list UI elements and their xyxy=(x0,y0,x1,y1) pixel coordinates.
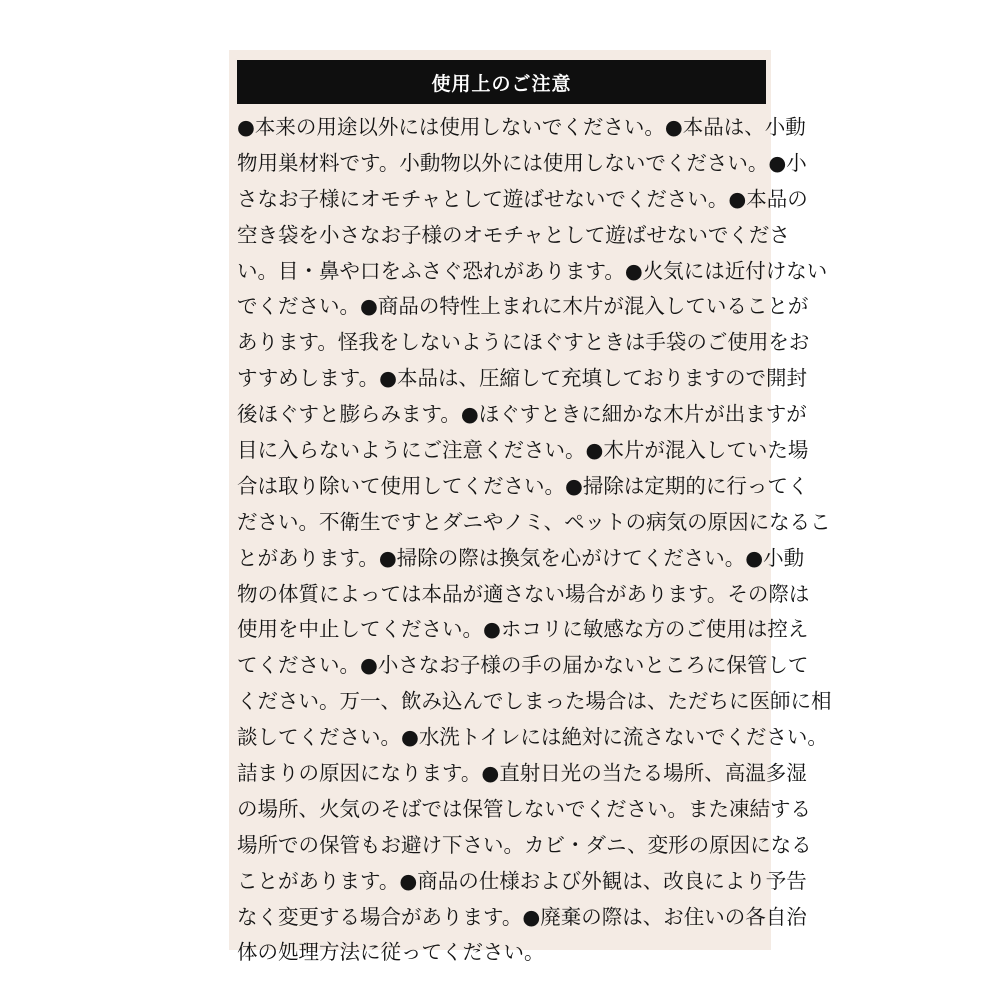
caution-line: 空き袋を小さなお子様のオモチャとして遊ばせないでくださ xyxy=(237,222,790,247)
caution-line: 体の処理方法に従ってください。 xyxy=(237,940,545,965)
caution-line: なく変更する場合があります。●廃棄の際は、お住いの各自治 xyxy=(237,904,807,929)
caution-line: 使用を中止してください。●ホコリに敏感な方のご使用は控え xyxy=(237,617,809,642)
caution-card xyxy=(229,50,832,965)
caution-line: さなお子様にオモチャとして遊ばせないでください。●本品の xyxy=(237,186,808,211)
caution-header xyxy=(237,60,766,104)
caution-line: 場所での保管もお避け下さい。カビ・ダニ、変形の原因になる xyxy=(237,832,812,857)
caution-line: てください。●小さなお子様の手の届かないところに保管して xyxy=(237,653,809,678)
caution-body xyxy=(237,110,832,971)
caution-line: とがあります。●掃除の際は換気を心がけてください。●小動 xyxy=(237,545,805,570)
caution-line: ださい。不衛生ですとダニやノミ、ペットの病気の原因になるこ xyxy=(237,509,831,534)
caution-line: 合は取り除いて使用してください。●掃除は定期的に行ってく xyxy=(237,473,809,498)
caution-line: い。目・鼻や口をふさぐ恐れがあります。●火気には近付けない xyxy=(237,258,828,283)
caution-line: ●本来の用途以外には使用しないでください。●本品は、小動 xyxy=(237,115,806,139)
caution-title: 使用上のご注意 xyxy=(431,72,572,95)
caution-line: の場所、火気のそばでは保管しないでください。また凍結する xyxy=(237,796,811,821)
caution-line: すすめします。●本品は、圧縮して充填しておりますので開封 xyxy=(237,366,807,391)
caution-line: 物の体質によっては本品が適さない場合があります。その際は xyxy=(237,581,810,606)
caution-line: ください。万一、飲み込んでしまった場合は、ただちに医師に相 xyxy=(237,689,832,714)
caution-line: 詰まりの原因になります。●直射日光の当たる場所、高温多湿 xyxy=(237,761,807,786)
caution-line: ことがあります。●商品の仕様および外観は、改良により予告 xyxy=(237,868,807,893)
caution-line: 談してください。●水洗トイレには絶対に流さないでください。 xyxy=(237,725,828,750)
caution-line: 後ほぐすと膨らみます。●ほぐすときに細かな木片が出ますが xyxy=(237,402,807,427)
caution-line: 物用巣材料です。小動物以外には使用しないでください。●小 xyxy=(237,150,807,175)
caution-line: あります。怪我をしないようにほぐすときは手袋のご使用をお xyxy=(237,330,810,355)
caution-line: 目に入らないようにご注意ください。●木片が混入していた場 xyxy=(237,438,809,463)
caution-line: でください。●商品の特性上まれに木片が混入していることが xyxy=(237,294,809,319)
